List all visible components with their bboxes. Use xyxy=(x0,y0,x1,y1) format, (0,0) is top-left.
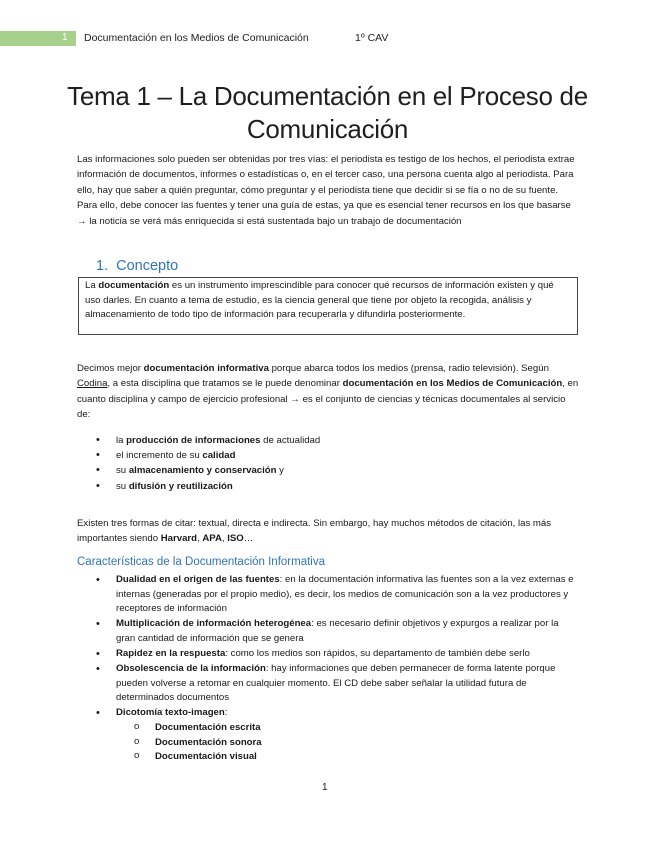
item-bold: Multiplicación de información heterogénea xyxy=(116,618,312,630)
para2-text-3: , a esta disciplina que tratamos se le puede denominar xyxy=(107,378,343,390)
list-item xyxy=(96,617,580,646)
list-item xyxy=(96,479,320,494)
para3-sep-2: , xyxy=(221,533,228,545)
citation-apa: APA xyxy=(202,533,222,545)
item-post: y xyxy=(276,465,284,477)
para2-text-2: porque abarca todos los medios (prensa, radio televisión). Según xyxy=(268,363,549,374)
sublist-item: o Documentación escrita xyxy=(134,721,580,736)
section-number: 1. xyxy=(96,258,109,274)
paragraph-citation xyxy=(77,516,580,547)
dichotomy-sublist xyxy=(116,721,580,765)
author-reference: Codina xyxy=(77,378,108,390)
para3-text-1: Existen tres formas de citar: textual, directa e indirecta. Sin embargo, hay muchos métodos de citación, las más importantes siendo xyxy=(77,518,552,545)
item-bold: Dicotomía texto-imagen xyxy=(116,707,225,719)
item-text: : como los medios son rápidos, su departamento de también debe serlo xyxy=(225,647,530,659)
definition-term: documentación xyxy=(98,280,170,291)
para3-ellipsis: … xyxy=(243,533,254,545)
item-pre: el incremento de su xyxy=(116,450,203,462)
header-page-number: 1 xyxy=(62,32,68,43)
item-text: : hay informaciones que deben permanecer de forma latente porque pueden volverse a retomar en cualquier momento. El CD debe saber señalar la utilidad futura de determinados documentos xyxy=(116,663,556,704)
para3-sep-1: , xyxy=(197,533,203,545)
list-item xyxy=(96,463,320,478)
item-post: de actualidad xyxy=(260,435,321,446)
section-title: Concepto xyxy=(116,258,179,274)
definition-text xyxy=(85,279,571,323)
citation-harvard: Harvard xyxy=(160,533,197,545)
page-title: Tema 1 – La Documentación en el Proceso de Comunicación xyxy=(67,81,588,144)
item-bold: Obsolescencia de la información xyxy=(116,663,266,675)
para2-bold-1: documentación informativa xyxy=(143,363,269,374)
item-bold: almacenamiento y conservación xyxy=(128,465,277,477)
section-heading-concepto xyxy=(96,258,178,274)
intro-paragraph: Las informaciones solo pueden ser obtenidas por tres vías: el periodista es testigo de los hechos, el periodista extrae información de documentos, informes o estadísticas o, en el tercer caso, una persona cuenta algo al periodista. Para ello, hay que saber a quién preguntar, cómo preguntar y el periodista tiene que decidir si se fía o no de su fuente. Para ello, debe conocer las fuentes y tener una guía de estas, ya que es esencial tener recursos en los que basarse → la noticia se verá más enriquecida si está sustentada bajo un trabajo de documentación xyxy=(77,154,575,227)
item-pre: su xyxy=(116,480,129,492)
item-bold: producción de informaciones xyxy=(126,435,261,446)
para2-bold-2: documentación en los Medios de Comunicación xyxy=(342,378,563,390)
item-pre: la xyxy=(116,435,127,446)
header-year: 1º CAV xyxy=(355,32,389,44)
sublist-item: o Documentación sonora xyxy=(134,736,580,751)
list-item xyxy=(96,573,580,617)
functions-list xyxy=(96,433,320,494)
paragraph-documentacion-informativa xyxy=(77,361,580,423)
header-course-name: Documentación en los Medios de Comunicación xyxy=(84,32,309,44)
item-bold: difusión y reutilización xyxy=(128,480,233,492)
citation-iso: ISO xyxy=(227,533,244,545)
item-text: : en la documentación informativa las fuentes son a la vez externas e internas (generadas por el propio medio), es decir, los medios de comunicación son a la vez productores y receptores de información xyxy=(116,574,574,615)
para2-text-4: , en cuanto disciplina y campo de ejercicio profesional → es el conjunto de ciencias y técnicas documentales al servicio de: xyxy=(77,378,579,421)
item-pre: su xyxy=(116,465,129,477)
list-item xyxy=(96,448,320,463)
item-bold: Dualidad en el origen de las fuentes xyxy=(116,574,280,585)
list-item xyxy=(96,647,580,662)
definition-body: es un instrumento imprescindible para conocer qué recursos de información existen y qué uso darles. En cuanto a tema de estudio, es la ciencia general que tiene por objeto la recogida, análisis y almacenamiento de todo tipo de información para recuperarla y difundirla posteriormente. xyxy=(85,280,554,320)
characteristics-list xyxy=(96,573,580,765)
list-item xyxy=(96,662,580,706)
subheading-caracteristicas: Características de la Documentación Informativa xyxy=(77,556,325,568)
list-item xyxy=(96,433,320,448)
definition-box xyxy=(78,277,578,335)
item-bold: calidad xyxy=(202,450,236,462)
item-text: : es necesario definir objetivos y expurgos a realizar por la gran cantidad de información que se genera xyxy=(116,618,559,644)
item-bold: Rapidez en la respuesta xyxy=(116,647,226,659)
definition-lead: La xyxy=(85,280,99,291)
list-item xyxy=(96,706,580,764)
sublist-item: o Documentación visual xyxy=(134,750,580,765)
footer-page-number: 1 xyxy=(322,782,328,793)
para2-text-1: Decimos mejor xyxy=(77,363,144,374)
item-text: : xyxy=(224,707,228,719)
